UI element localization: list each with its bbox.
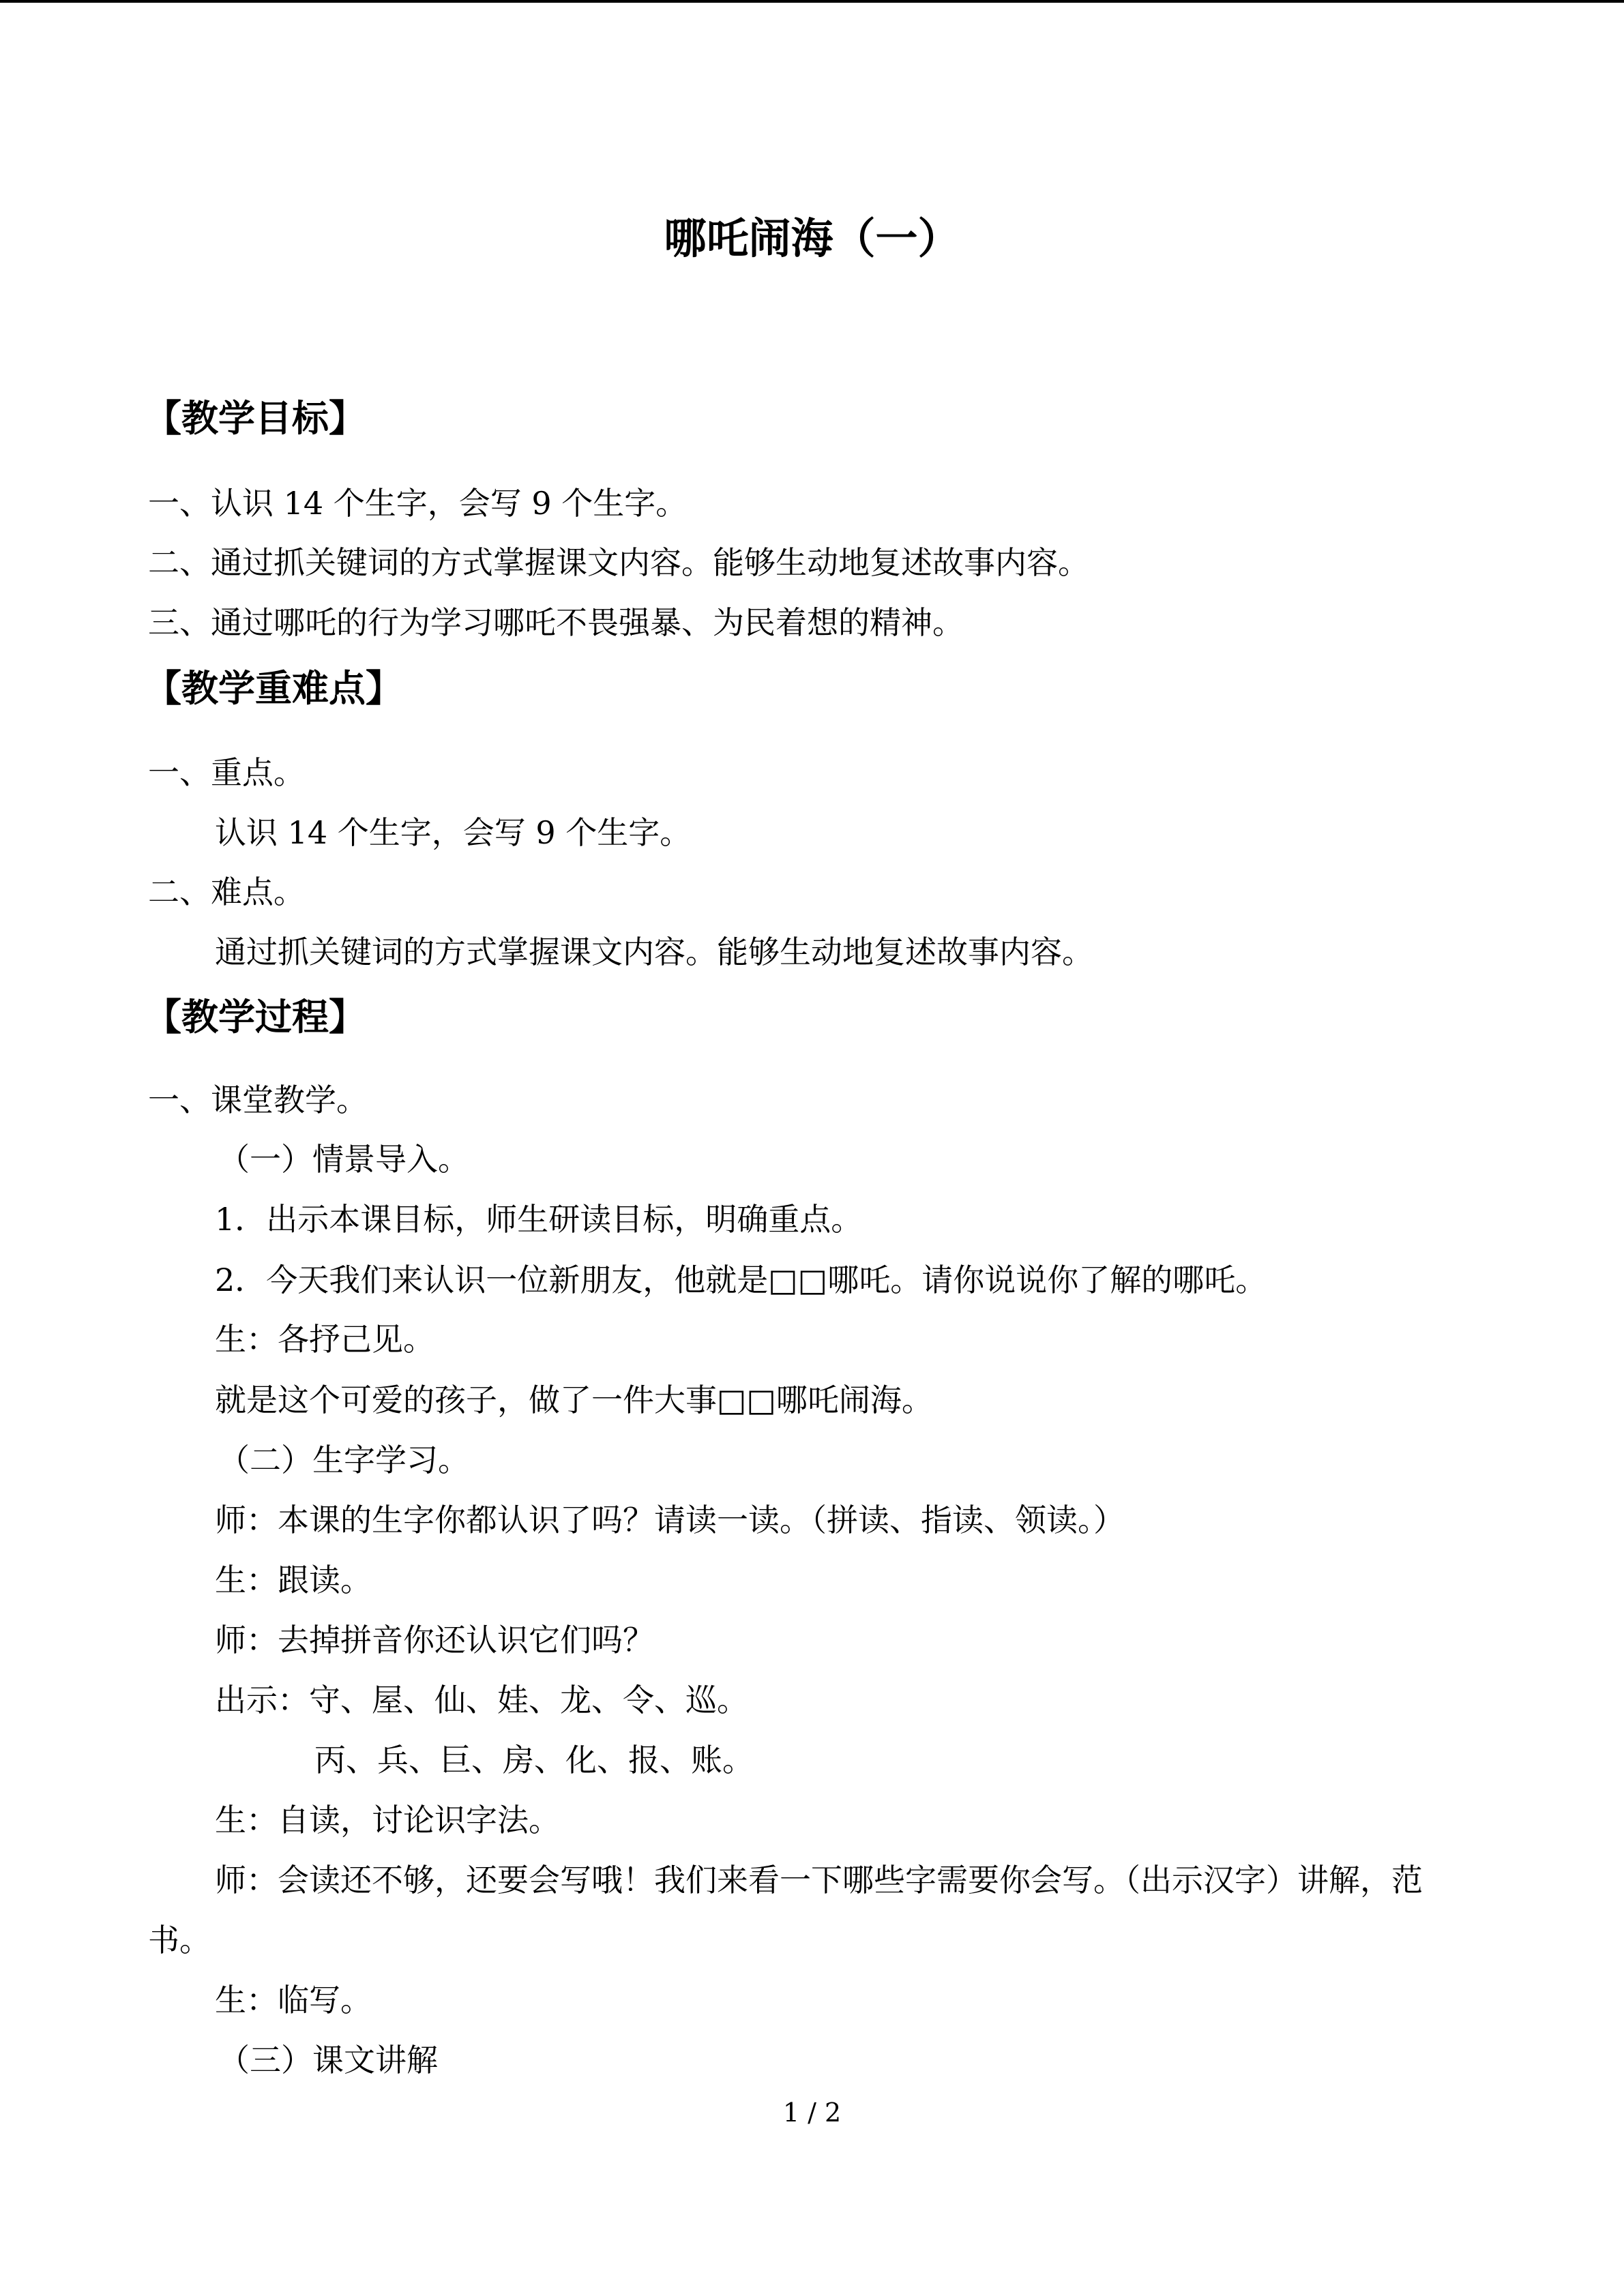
process-line-3: 1．出示本课目标，师生研读目标，明确重点。 — [215, 1201, 863, 1238]
keypoint-line-2: 认识 14 个生字，会写 9 个生字。 — [215, 814, 692, 851]
process-line-16: 生：临写。 — [215, 1982, 372, 2018]
process-line-8: 师：本课的生字你都认识了吗？请读一读。（拼读、指读、领读。） — [215, 1502, 1125, 1538]
section-heading-goals: 【教学目标】 — [145, 397, 366, 440]
section-heading-keypoints: 【教学重难点】 — [145, 667, 402, 710]
keypoint-line-3: 二、难点。 — [148, 874, 305, 910]
process-line-9: 生：跟读。 — [215, 1562, 372, 1598]
goal-line-3: 三、通过哪吒的行为学习哪吒不畏强暴、为民着想的精神。 — [148, 604, 964, 641]
process-line-17: （三）课文讲解 — [218, 2042, 438, 2078]
process-line-13: 生：自读，讨论识字法。 — [215, 1802, 560, 1838]
process-line-5: 生：各抒己见。 — [215, 1321, 434, 1358]
document-title: 哪吒闹海（一） — [664, 213, 960, 263]
process-line-2: （一）情景导入。 — [218, 1141, 469, 1178]
section-heading-process: 【教学过程】 — [145, 996, 366, 1039]
goal-line-1: 一、认识 14 个生字，会写 9 个生字。 — [148, 485, 688, 522]
keypoint-line-1: 一、重点。 — [148, 754, 305, 791]
process-line-12: 丙、兵、巨、房、化、报、账。 — [314, 1742, 754, 1778]
goal-line-2: 二、通过抓关键词的方式掌握课文内容。能够生动地复述故事内容。 — [148, 544, 1089, 581]
process-line-10: 师：去掉拼音你还认识它们吗？ — [215, 1622, 654, 1658]
process-line-4: 2．今天我们来认识一位新朋友，他就是□□哪吒。请你说说你了解的哪吒。 — [215, 1262, 1267, 1298]
process-line-15: 书。 — [148, 1922, 211, 1958]
keypoint-line-4: 通过抓关键词的方式掌握课文内容。能够生动地复述故事内容。 — [215, 934, 1093, 970]
process-line-11: 出示：守、屋、仙、娃、龙、令、巡。 — [215, 1682, 748, 1718]
process-line-6: 就是这个可爱的孩子，做了一件大事□□哪吒闹海。 — [215, 1382, 933, 1418]
page-number: 1 / 2 — [782, 2098, 842, 2128]
process-line-7: （二）生字学习。 — [218, 1442, 469, 1478]
process-line-14: 师：会读还不够，还要会写哦！我们来看一下哪些字需要你会写。（出示汉字）讲解，范 — [215, 1862, 1423, 1898]
process-line-1: 一、课堂教学。 — [148, 1082, 368, 1118]
